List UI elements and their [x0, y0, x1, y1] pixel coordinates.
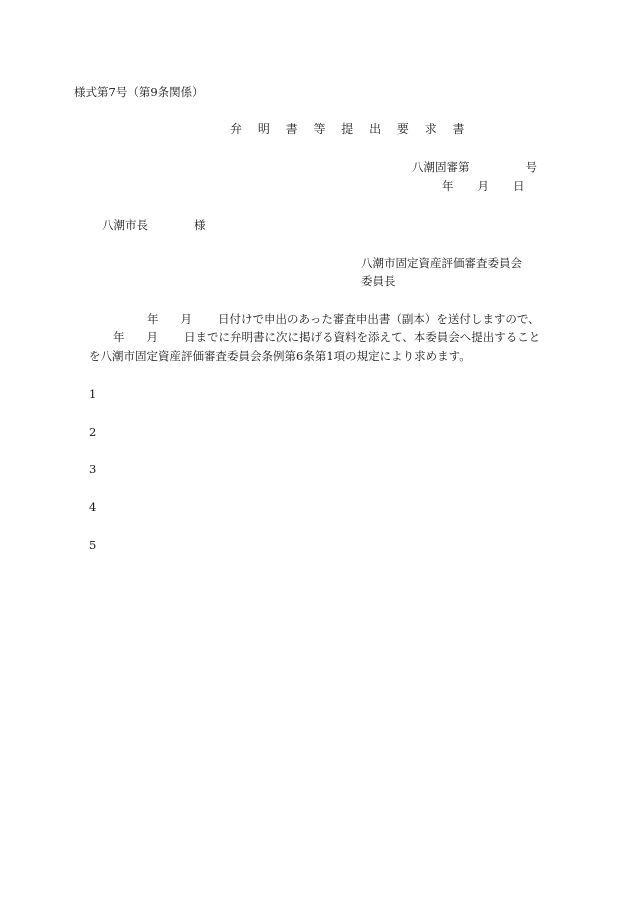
- reference-number: [412, 160, 537, 174]
- document-title: 弁 明 書 等 提 出 要 求 書: [230, 122, 471, 136]
- body-line-1-year: 年: [147, 312, 159, 326]
- body-line-2-month: 月: [146, 330, 158, 344]
- body-line-2-text: 日までに弁明書に次に掲げる資料を添えて、本委員会へ提出すること: [184, 330, 541, 344]
- issue-day-label: 日: [513, 179, 525, 193]
- addressee-honorific: 様: [194, 218, 206, 232]
- reference-prefix: 八潮固審第: [412, 160, 470, 174]
- body-line-1-text: 日付けで申出のあった審査申出書（副本）を送付しますので、: [218, 312, 540, 326]
- list-item: 2: [89, 425, 97, 439]
- reference-suffix: 号: [525, 160, 537, 174]
- issue-year-label: 年: [442, 179, 454, 193]
- issue-month-label: 月: [477, 179, 489, 193]
- addressee-name: 八潮市長: [102, 218, 148, 232]
- addressee: [102, 218, 206, 232]
- form-number: 様式第7号（第9条関係）: [74, 85, 204, 99]
- body-line-3: を八潮市固定資産評価審査委員会条例第6条第1項の規定により求めます。: [89, 349, 471, 363]
- sender-organization: 八潮市固定資産評価審査委員会: [361, 256, 522, 270]
- body-line-2-year: 年: [113, 330, 125, 344]
- body-line-1-month: 月: [180, 312, 192, 326]
- sender-title: 委員長: [361, 274, 396, 288]
- list-item: 1: [89, 387, 97, 401]
- body-line-1: [147, 312, 540, 326]
- list-item: 5: [89, 538, 97, 552]
- issue-date: [442, 179, 525, 193]
- list-item: 3: [89, 462, 97, 476]
- list-item: 4: [89, 500, 97, 514]
- body-line-2: [113, 330, 540, 344]
